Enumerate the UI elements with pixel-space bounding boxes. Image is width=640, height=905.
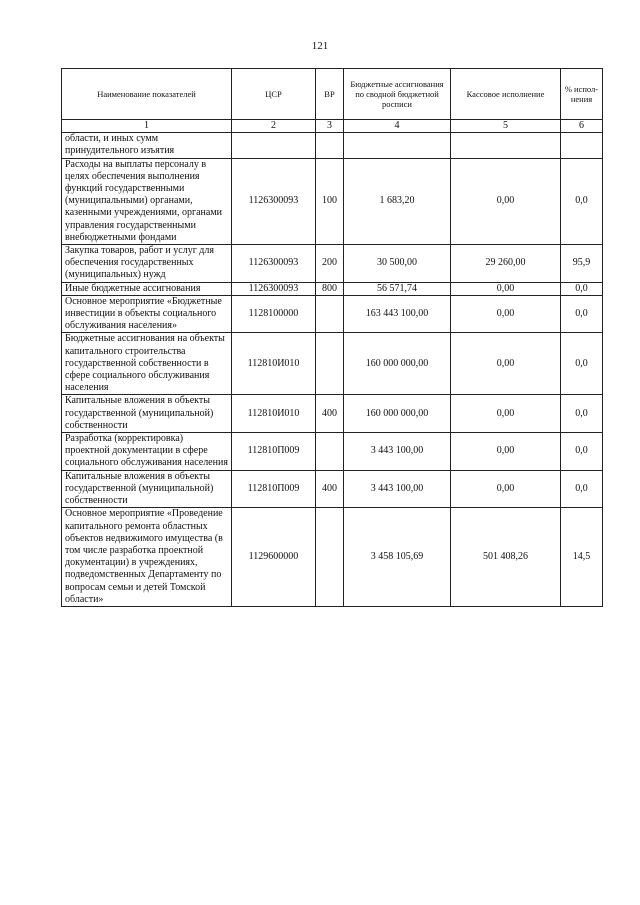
row-cash: 0,00 xyxy=(451,158,561,244)
page-number: 121 xyxy=(311,40,329,52)
row-vr: 200 xyxy=(316,245,344,283)
row-csr: 1126300093 xyxy=(232,245,316,283)
table-row xyxy=(62,133,603,158)
row-cash xyxy=(451,133,561,158)
column-number: 1 xyxy=(62,120,232,133)
row-name: Иные бюджетные ассигнования xyxy=(62,282,232,295)
table-row xyxy=(62,245,603,283)
column-number: 3 xyxy=(316,120,344,133)
row-csr xyxy=(232,133,316,158)
row-cash: 0,00 xyxy=(451,282,561,295)
row-cash: 0,00 xyxy=(451,333,561,395)
row-pct: 0,0 xyxy=(561,282,603,295)
header-budget: Бюджетные ассигнования по сводной бюджетной росписи xyxy=(344,69,451,120)
row-pct: 0,0 xyxy=(561,395,603,433)
table-header-row xyxy=(62,69,603,120)
row-vr xyxy=(316,133,344,158)
row-cash: 0,00 xyxy=(451,433,561,471)
row-name: области, и иных сумм принудительного изъятия xyxy=(62,133,232,158)
table-row xyxy=(62,295,603,333)
table-row xyxy=(62,508,603,607)
row-pct: 14,5 xyxy=(561,508,603,607)
table-row xyxy=(62,158,603,244)
row-pct: 0,0 xyxy=(561,333,603,395)
row-pct: 0,0 xyxy=(561,295,603,333)
row-budget: 3 458 105,69 xyxy=(344,508,451,607)
header-csr: ЦСР xyxy=(232,69,316,120)
row-csr: 112810И010 xyxy=(232,395,316,433)
budget-execution-table xyxy=(61,68,603,607)
row-budget: 56 571,74 xyxy=(344,282,451,295)
column-number: 6 xyxy=(561,120,603,133)
table-row xyxy=(62,470,603,508)
row-budget xyxy=(344,133,451,158)
row-pct: 0,0 xyxy=(561,433,603,471)
row-budget: 160 000 000,00 xyxy=(344,395,451,433)
header-vr: ВР xyxy=(316,69,344,120)
row-pct: 95,9 xyxy=(561,245,603,283)
row-budget: 3 443 100,00 xyxy=(344,470,451,508)
row-name: Закупка товаров, работ и услуг для обеспечения государственных (муниципальных) нужд xyxy=(62,245,232,283)
row-csr: 112810П009 xyxy=(232,433,316,471)
column-number: 5 xyxy=(451,120,561,133)
row-vr: 800 xyxy=(316,282,344,295)
row-csr: 1126300093 xyxy=(232,282,316,295)
column-number-row xyxy=(62,120,603,133)
row-cash: 29 260,00 xyxy=(451,245,561,283)
row-vr xyxy=(316,333,344,395)
row-pct: 0,0 xyxy=(561,470,603,508)
row-vr: 400 xyxy=(316,395,344,433)
row-vr xyxy=(316,508,344,607)
row-csr: 112810И010 xyxy=(232,333,316,395)
header-pct: % испол-нения xyxy=(561,69,603,120)
header-cash: Кассовое исполнение xyxy=(451,69,561,120)
row-cash: 0,00 xyxy=(451,395,561,433)
row-cash: 0,00 xyxy=(451,295,561,333)
row-budget: 30 500,00 xyxy=(344,245,451,283)
row-vr: 400 xyxy=(316,470,344,508)
table-row xyxy=(62,395,603,433)
row-vr: 100 xyxy=(316,158,344,244)
row-cash: 501 408,26 xyxy=(451,508,561,607)
row-name: Капитальные вложения в объекты государственной (муниципальной) собственности xyxy=(62,470,232,508)
row-name: Основное мероприятие «Проведение капитального ремонта областных объектов недвижимого имущества (в том числе разработка проектной документации) в учреждениях, подведомственных Департаменту по вопросам семьи и детей Томской области» xyxy=(62,508,232,607)
column-number: 4 xyxy=(344,120,451,133)
row-name: Капитальные вложения в объекты государственной (муниципальной) собственности xyxy=(62,395,232,433)
column-number: 2 xyxy=(232,120,316,133)
row-csr: 1128100000 xyxy=(232,295,316,333)
row-vr xyxy=(316,433,344,471)
row-pct: 0,0 xyxy=(561,158,603,244)
table-row xyxy=(62,282,603,295)
table-row xyxy=(62,433,603,471)
header-name: Наименование показателей xyxy=(62,69,232,120)
row-csr: 1126300093 xyxy=(232,158,316,244)
row-name: Бюджетные ассигнования на объекты капитального строительства государственной собственности в сфере социального обслуживания населения xyxy=(62,333,232,395)
table-row xyxy=(62,333,603,395)
row-name: Расходы на выплаты персоналу в целях обеспечения выполнения функций государственными (муниципальными) органами, казенными учреждениями, органами управления государственными внебюджетными фондами xyxy=(62,158,232,244)
row-cash: 0,00 xyxy=(451,470,561,508)
row-pct xyxy=(561,133,603,158)
row-csr: 1129600000 xyxy=(232,508,316,607)
row-name: Основное мероприятие «Бюджетные инвестиции в объекты социального обслуживания населения» xyxy=(62,295,232,333)
row-budget: 160 000 000,00 xyxy=(344,333,451,395)
row-vr xyxy=(316,295,344,333)
row-budget: 163 443 100,00 xyxy=(344,295,451,333)
row-budget: 1 683,20 xyxy=(344,158,451,244)
row-budget: 3 443 100,00 xyxy=(344,433,451,471)
row-csr: 112810П009 xyxy=(232,470,316,508)
row-name: Разработка (корректировка) проектной документации в сфере социального обслуживания населения xyxy=(62,433,232,471)
